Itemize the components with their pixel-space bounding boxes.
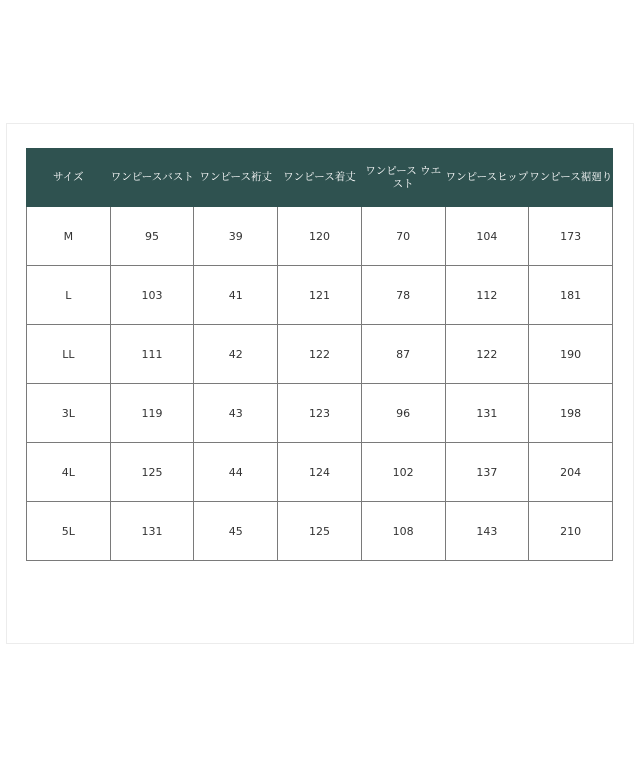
table-row <box>27 502 613 561</box>
cell-bust: 111 <box>110 325 194 384</box>
cell-hip: 143 <box>445 502 529 561</box>
cell-hip: 131 <box>445 384 529 443</box>
size-chart-table <box>26 148 613 561</box>
cell-hip: 104 <box>445 207 529 266</box>
cell-bust: 95 <box>110 207 194 266</box>
cell-bust: 131 <box>110 502 194 561</box>
header-size: サイズ <box>27 148 111 207</box>
cell-sleeve-length: 39 <box>194 207 278 266</box>
cell-waist: 87 <box>361 325 445 384</box>
cell-waist: 96 <box>361 384 445 443</box>
cell-hem-circumference: 198 <box>529 384 613 443</box>
cell-hem-circumference: 210 <box>529 502 613 561</box>
header-bust: ワンピースバスト <box>110 148 194 207</box>
cell-hem-circumference: 190 <box>529 325 613 384</box>
cell-bust: 125 <box>110 443 194 502</box>
cell-hem-circumference: 173 <box>529 207 613 266</box>
header-waist: ワンピース ウエスト <box>361 148 445 207</box>
table-row <box>27 443 613 502</box>
cell-hip: 122 <box>445 325 529 384</box>
cell-sleeve-length: 43 <box>194 384 278 443</box>
header-hem-circumference: ワンピース裾廻り <box>529 148 613 207</box>
table-row <box>27 384 613 443</box>
table-row <box>27 207 613 266</box>
cell-size: L <box>27 266 111 325</box>
cell-hem-circumference: 204 <box>529 443 613 502</box>
cell-sleeve-length: 41 <box>194 266 278 325</box>
cell-waist: 102 <box>361 443 445 502</box>
cell-waist: 70 <box>361 207 445 266</box>
cell-sleeve-length: 45 <box>194 502 278 561</box>
cell-hem-circumference: 181 <box>529 266 613 325</box>
cell-size: M <box>27 207 111 266</box>
cell-waist: 108 <box>361 502 445 561</box>
cell-bust: 103 <box>110 266 194 325</box>
cell-sleeve-length: 42 <box>194 325 278 384</box>
cell-size: 3L <box>27 384 111 443</box>
cell-total-length: 122 <box>278 325 362 384</box>
cell-size: 5L <box>27 502 111 561</box>
cell-total-length: 121 <box>278 266 362 325</box>
cell-total-length: 125 <box>278 502 362 561</box>
header-sleeve-length: ワンピース裄丈 <box>194 148 278 207</box>
cell-total-length: 123 <box>278 384 362 443</box>
cell-hip: 112 <box>445 266 529 325</box>
cell-total-length: 120 <box>278 207 362 266</box>
header-total-length: ワンピース着丈 <box>278 148 362 207</box>
table-row <box>27 325 613 384</box>
table-row <box>27 266 613 325</box>
cell-size: LL <box>27 325 111 384</box>
cell-sleeve-length: 44 <box>194 443 278 502</box>
cell-bust: 119 <box>110 384 194 443</box>
header-hip: ワンピースヒップ <box>445 148 529 207</box>
cell-waist: 78 <box>361 266 445 325</box>
cell-total-length: 124 <box>278 443 362 502</box>
table-header-row <box>27 148 613 207</box>
cell-size: 4L <box>27 443 111 502</box>
cell-hip: 137 <box>445 443 529 502</box>
